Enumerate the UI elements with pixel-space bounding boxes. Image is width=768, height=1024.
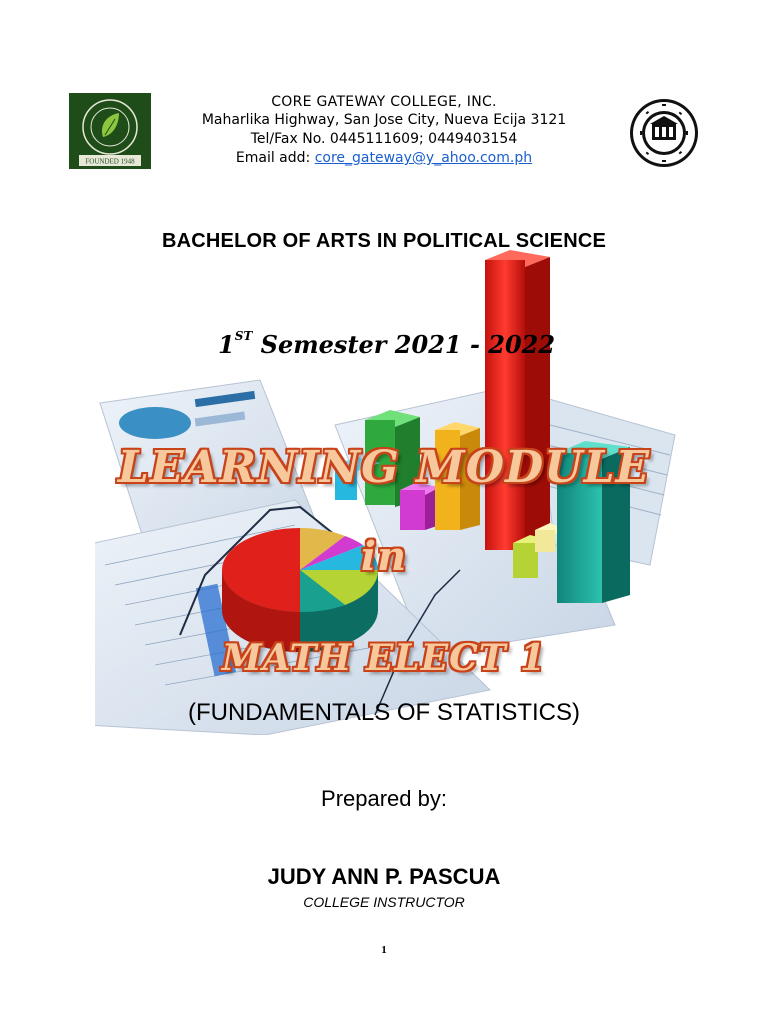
program-title: BACHELOR OF ARTS IN POLITICAL SCIENCE bbox=[161, 230, 607, 252]
college-telfax: Tel/Fax No. 0445111609; 0449403154 bbox=[250, 131, 518, 147]
college-address: Maharlika Highway, San Jose City, Nueva Ecija 3121 bbox=[201, 112, 567, 128]
module-subtitle: (FUNDAMENTALS OF STATISTICS) bbox=[187, 699, 580, 726]
founded-text: FOUNDED 1948 bbox=[85, 157, 135, 166]
page-number: 1 bbox=[381, 944, 387, 956]
college-name: CORE GATEWAY COLLEGE, INC. bbox=[271, 94, 497, 110]
author-role: COLLEGE INSTRUCTOR bbox=[303, 894, 465, 910]
semester-text: Semester 2021 - 2022 bbox=[252, 330, 556, 359]
module-title-line2: in bbox=[360, 533, 408, 580]
college-email-line bbox=[0, 150, 768, 166]
module-title-line3: MATH ELECT 1 bbox=[221, 637, 547, 679]
semester-ordinal-suffix: ST bbox=[234, 329, 253, 343]
email-link[interactable]: core_gateway@y_ahoo.com.ph bbox=[314, 150, 533, 166]
semester-heading bbox=[218, 330, 555, 359]
email-label: Email add: bbox=[235, 150, 315, 166]
module-title-line1: LEARNING MODULE bbox=[117, 442, 651, 493]
author-name: JUDY ANN P. PASCUA bbox=[267, 864, 501, 889]
prepared-by-label: Prepared by: bbox=[321, 786, 447, 811]
semester-ordinal: 1 bbox=[218, 330, 235, 359]
